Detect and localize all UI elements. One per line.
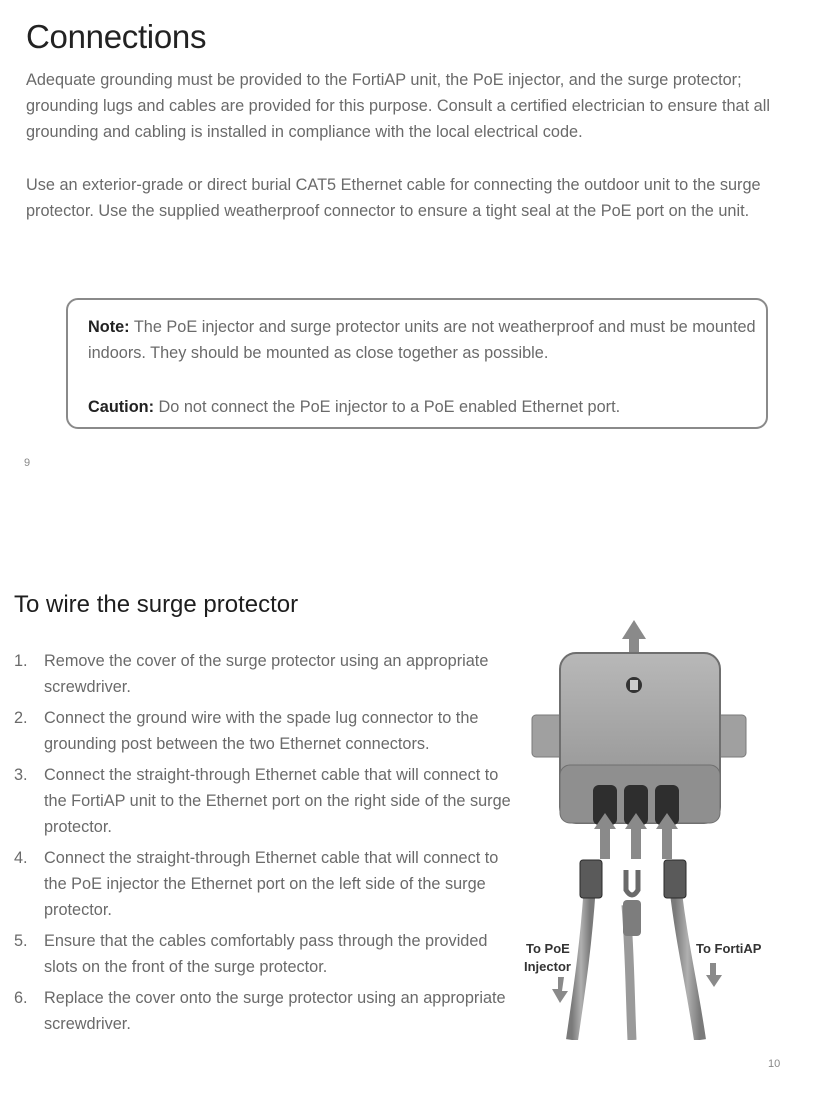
surge-protector-diagram (520, 615, 775, 1040)
note-callout (66, 298, 768, 429)
page-number: 9 (24, 457, 31, 469)
step-text: Remove the cover of the surge protector using an appropriate screwdriver. (44, 652, 489, 696)
step-text: Ensure that the cables comfortably pass through the provided slots on the front of the surge protector. (44, 932, 488, 976)
list-item (14, 762, 514, 840)
step-text: Connect the straight-through Ethernet cable that will connect to the FortiAP unit to the Ethernet port on the right side of the surge protector. (44, 766, 511, 836)
spade-lug (626, 870, 638, 895)
ground-sleeve (623, 900, 641, 936)
label-to-poe-line1: To PoE (526, 941, 570, 956)
note-label: Note: (88, 318, 130, 336)
step-text: Replace the cover onto the surge protector using an appropriate screwdriver. (44, 989, 506, 1033)
note-body: The PoE injector and surge protector units are not weatherproof and must be mounted indoors. They should be mounted as close together as possible. (88, 318, 756, 362)
caution-label: Caution: (88, 398, 155, 416)
steps-list (14, 648, 514, 1042)
step-number: 2. (14, 709, 28, 727)
list-item (14, 928, 514, 980)
caution-body: Do not connect the PoE injector to a PoE enabled Ethernet port. (154, 398, 621, 416)
step-number: 1. (14, 652, 28, 670)
label-to-poe-line2: Injector (524, 959, 571, 974)
list-item (14, 845, 514, 923)
caution-text (88, 394, 758, 420)
section-title: To wire the surge protector (14, 591, 299, 618)
label-to-fortiap: To FortiAP (696, 941, 762, 956)
insert-arrows-icon (594, 813, 678, 859)
page-number-2: 10 (768, 1058, 781, 1070)
step-number: 4. (14, 849, 28, 867)
note-text (88, 314, 758, 366)
page-title: Connections (26, 18, 207, 55)
list-item (14, 648, 514, 700)
list-item (14, 705, 514, 757)
list-item (14, 985, 514, 1037)
right-rj45-plug (664, 860, 686, 898)
left-cable (572, 885, 590, 1040)
step-text: Connect the straight-through Ethernet cable that will connect to the PoE injector the Ethernet port on the left side of the surge protector. (44, 849, 499, 919)
step-number: 5. (14, 932, 28, 950)
cable-paragraph: Use an exterior-grade or direct burial CAT5 Ethernet cable for connecting the outdoor unit to the surge protector. Use the supplied weatherproof connector to ensure a tight seal at the PoE port on the unit. (26, 176, 761, 220)
right-cable (675, 885, 700, 1040)
grounding-paragraph: Adequate grounding must be provided to the FortiAP unit, the PoE injector, and the surge protector; grounding lugs and cables are provided for this purpose. Consult a certified electrician to ensure that all grounding and cabling is installed in compliance with the local electrical code. (26, 71, 770, 141)
step-text: Connect the ground wire with the spade lug connector to the grounding post between the two Ethernet connectors. (44, 709, 479, 753)
step-number: 6. (14, 989, 28, 1007)
left-rj45-plug (580, 860, 602, 898)
step-number: 3. (14, 766, 28, 784)
